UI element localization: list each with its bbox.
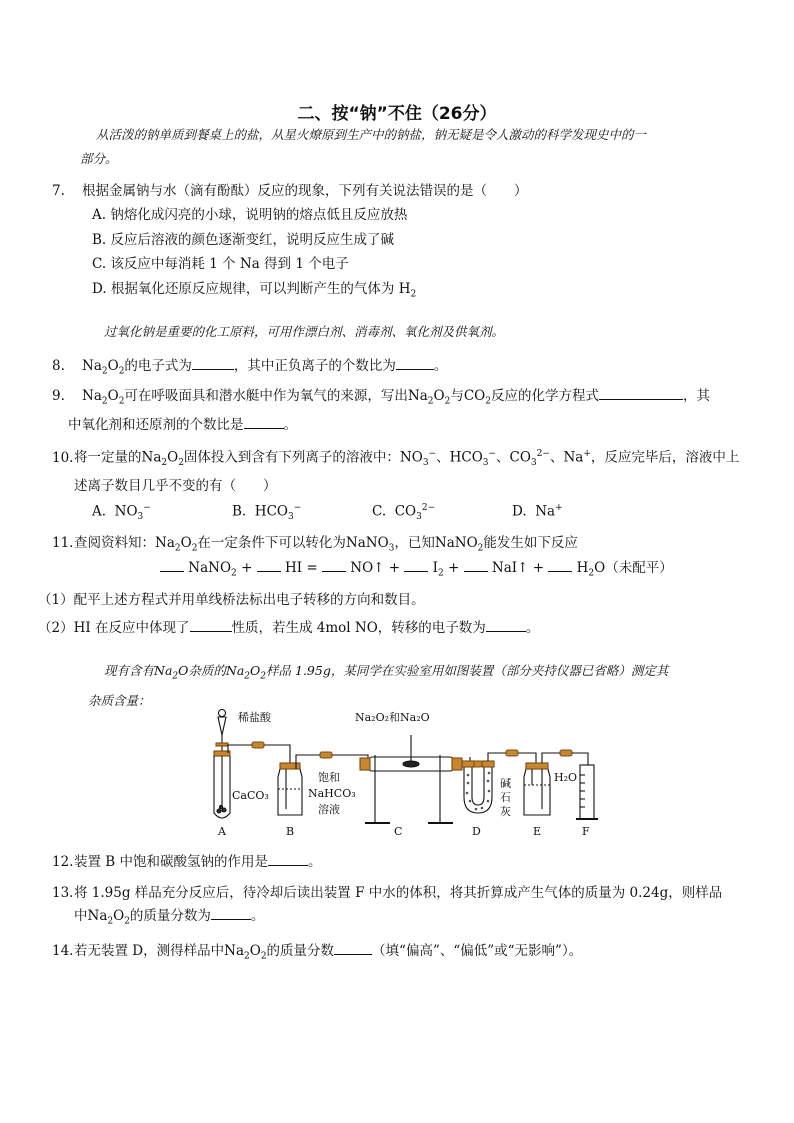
question-text: ，反应完毕后，溶液中上 — [590, 449, 740, 466]
coefficient-blank[interactable] — [257, 557, 281, 572]
label-bicarb-3: 溶液 — [318, 803, 340, 816]
question-text: 的电子式为 — [124, 358, 192, 374]
option-10c[interactable]: C. $CO_3^{2-}$ — [372, 503, 436, 523]
intro-text: 杂质含量： — [88, 692, 151, 708]
option-text: D. 根据氧化还原反应规律，可以判断产生的气体为 H — [92, 281, 411, 297]
stopper-b — [280, 763, 300, 769]
question-text: 与 — [450, 388, 464, 404]
label-soda-lime-1: 碱 — [500, 777, 511, 790]
question-text: 性质，若生成 4mol NO，转移的电子数为 — [231, 620, 486, 636]
question-text: 述离子数目几乎不变的有（ ） — [74, 478, 277, 495]
intro-text: 杂质的 — [188, 663, 226, 678]
coefficient-blank[interactable] — [322, 557, 346, 572]
answer-blank[interactable] — [190, 617, 232, 632]
option-letter: C. — [372, 503, 387, 520]
question-11: 11.查阅资料知：$Na_2O_2$在一定条件下可以转化为NaNO$_3$，已知NaNO$_2$能发生如下反应 — [52, 532, 752, 561]
intro-paragraph-1 — [80, 123, 736, 171]
question-number: 13. — [52, 885, 74, 901]
coefficient-blank[interactable] — [548, 557, 572, 572]
intro-paragraph-2: 过氧化钠是重要的化工原料，可用作漂白剂、消毒剂、氧化剂及供氧剂。 — [104, 324, 505, 339]
question-text: （填“偏高”、“偏低”或“无影响”）。 — [372, 943, 583, 959]
option-letter: D. — [512, 503, 527, 520]
question-number: 9. — [52, 388, 65, 404]
question-11-part-1: （1）配平上述方程式并用单线桥法标出电子转移的方向和数目。 — [38, 592, 425, 608]
question-text: 中氧化剂和还原剂的个数比是 — [68, 416, 244, 433]
stopper-e — [526, 763, 548, 769]
question-number: 7. — [52, 183, 65, 199]
question-number: 14. — [52, 943, 74, 959]
answer-blank[interactable] — [396, 355, 434, 370]
question-14: 14.若无装置 D，测得样品中$Na_2O_2$的质量分数 （填“偏高”、“偏低”或“无影响”）。 — [52, 940, 582, 969]
question-11-part-2 — [38, 617, 539, 640]
question-text: 反应的化学方程式 — [490, 388, 599, 404]
answer-blank[interactable] — [268, 851, 308, 866]
graduated-cylinder-f — [580, 765, 594, 819]
question-text: 。 — [433, 358, 448, 374]
label-c: C — [394, 825, 403, 838]
intro-text: 现有含有 — [104, 663, 155, 678]
intro-line: 部分。 — [80, 151, 118, 166]
question-text: 装置 B 中饱和碳酸氢钠的作用是 — [74, 854, 269, 870]
answer-blank[interactable] — [334, 940, 372, 955]
question-text: （2）HI 在反应中体现了 — [38, 620, 190, 636]
answer-blank[interactable] — [244, 414, 284, 429]
option-10a[interactable]: A. $NO_3^-$ — [92, 503, 151, 523]
answer-blank[interactable] — [192, 355, 234, 370]
question-stem: 根据金属钠与水（滴有酚酞）反应的现象，下列有关说法错误的是（ ） — [82, 183, 528, 199]
question-text: ，其中正负离子的个数比为 — [233, 358, 396, 374]
question-number: 12. — [52, 854, 74, 870]
label-bicarb-1: 饱和 — [318, 771, 340, 784]
intro-paragraph-3: 现有含有$Na_2O$杂质的$Na_2O_2$样品 1.95g，某同学在实验室用如图装置（部分夹持仪器已省略）测定其 杂质含量： — [104, 659, 744, 713]
question-8: 8. $Na_2O_2$的电子式为 ，其中正负离子的个数比为 。 — [52, 355, 447, 384]
option-letter: B. — [232, 503, 247, 520]
label-f: F — [582, 825, 590, 838]
question-text: 的质量分数为 — [129, 908, 211, 924]
question-10: 10.将一定量的$Na_2O_2$固体投入到含有下列离子的溶液中：$NO_3^-$、$HCO_3^-$、$CO_3^{2-}$、Na+，反应完毕后，溶液中上 述离子数目几乎不变的有（ ） — [52, 443, 752, 498]
question-text: 将 1.95g 样品充分反应后，待冷却后读出装置 F 中水的体积，将其折算成产生气体的质量为 0.24g，则样品 — [74, 885, 723, 901]
label-bicarb-2: NaHCO₃ — [308, 787, 356, 800]
option-10d[interactable]: D. Na+ — [512, 503, 563, 520]
reaction-equation: NaNO$_2$ + HI = NO↑ + $I_2$ + NaI↑ + $H_2O$（未配平） — [160, 557, 673, 586]
coefficient-blank[interactable] — [464, 557, 488, 572]
question-text: 。 — [283, 416, 297, 433]
bottle-b — [278, 769, 302, 815]
question-12 — [52, 851, 322, 874]
intro-text: 样品 1.95g，某同学在实验室用如图装置（部分夹持仪器已省略）测定其 — [266, 663, 669, 678]
answer-blank[interactable] — [486, 617, 526, 632]
apparatus-diagram — [200, 705, 610, 840]
option-letter: A. — [92, 503, 107, 520]
section-title: 二、按“钠”不住（26分） — [297, 104, 497, 124]
intro-line: 从活泼的钠单质到餐桌上的盐，从星火燎原到生产中的钠盐，钠无疑是令人激动的科学发现史中的一 — [96, 127, 647, 142]
equation-note: （未配平） — [605, 560, 673, 576]
question-9: 9. $Na_2O_2$可在呼吸面具和潜水艇中作为氧气的来源，写出$Na_2O_2$与$CO_2$反应的化学方程式 ，其 中氧化剂和还原剂的个数比是 。 — [52, 385, 752, 437]
answer-blank[interactable] — [599, 385, 683, 400]
option-10b[interactable]: B. $HCO_3^-$ — [232, 503, 302, 523]
question-text: 在一定条件下可以转化为 — [197, 535, 346, 551]
label-a: A — [218, 825, 226, 838]
question-text: 。 — [250, 908, 265, 924]
question-text: 。 — [525, 620, 540, 636]
coefficient-blank[interactable] — [160, 557, 184, 572]
option-7b[interactable]: B. 反应后溶液的颜色逐渐变红，说明反应生成了碱 — [92, 232, 395, 248]
question-number: 10. — [52, 449, 74, 466]
coefficient-blank[interactable] — [404, 557, 428, 572]
question-text: 。 — [308, 854, 322, 870]
question-text: 固体投入到含有下列离子的溶液中： — [183, 449, 400, 466]
bottle-e — [524, 769, 550, 815]
label-caco3: CaCO₃ — [232, 789, 269, 802]
label-soda-lime-2: 石 — [500, 791, 511, 804]
question-text: 可在呼吸面具和潜水艇中作为氧气的来源，写出 — [124, 388, 408, 404]
label-sample: Na₂O₂和Na₂O — [355, 711, 430, 724]
question-text: 的质量分数 — [266, 943, 335, 959]
question-7 — [52, 180, 752, 203]
label-b: B — [286, 825, 295, 838]
question-number: 8. — [52, 358, 65, 374]
question-text: 若无装置 D，测得样品中 — [74, 943, 225, 959]
question-text: 能发生如下反应 — [483, 535, 578, 551]
question-text: ，已知 — [394, 535, 435, 551]
separatory-funnel — [218, 717, 226, 735]
option-7c[interactable]: C. 该反应中每消耗 1 个 Na 得到 1 个电子 — [92, 256, 349, 272]
label-water: H₂O — [554, 771, 578, 784]
option-7a[interactable]: A. 钠熔化成闪亮的小球，说明钠的熔点低且反应放热 — [92, 207, 408, 223]
question-text: ，其 — [682, 388, 710, 404]
label-soda-lime-3: 灰 — [500, 805, 511, 818]
question-text: 中 — [74, 908, 88, 924]
label-dilute-hcl: 稀盐酸 — [238, 711, 271, 724]
option-7d[interactable]: D. 根据氧化还原反应规律，可以判断产生的气体为 $H_2$ — [92, 281, 417, 300]
question-number: 11. — [52, 535, 74, 551]
question-13: 13.将 1.95g 样品充分反应后，待冷却后读出装置 F 中水的体积，将其折算成产生气体的质量为 0.24g，则样品 中$Na_2O_2$的质量分数为 。 — [52, 882, 752, 934]
answer-blank[interactable] — [211, 905, 251, 920]
label-e: E — [533, 825, 542, 838]
label-d: D — [472, 825, 481, 838]
question-text: 将一定量的 — [74, 449, 142, 466]
question-text: 查阅资料知： — [74, 535, 155, 551]
